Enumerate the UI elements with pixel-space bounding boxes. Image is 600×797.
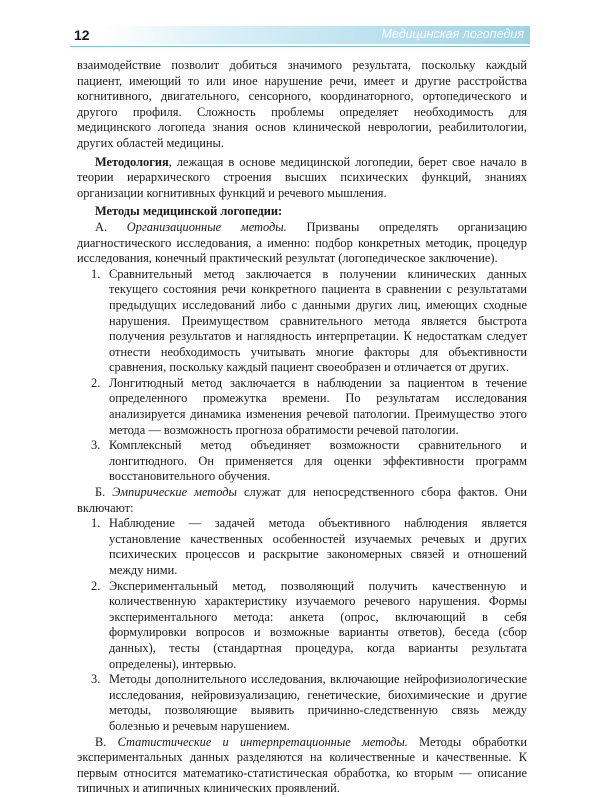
list-item	[77, 267, 527, 376]
section-a-list	[77, 267, 527, 485]
running-title: Медицинская логопедия	[381, 27, 524, 41]
list-item-number: 3.	[91, 438, 101, 453]
methodology-text: , лежащая в основе медицинской логопедии, берет свое начало в теории иерархического строения высших психических функций, знаниях организации когнитивных функций и речевого мышления.	[77, 154, 527, 200]
page-body	[77, 58, 527, 797]
section-c-prefix: В.	[95, 734, 118, 749]
page-number: 12	[74, 27, 90, 43]
section-c-paragraph	[77, 735, 527, 797]
list-item-text: Экспериментальный метод, позволяющий получить качественную и количественную характеристику изучаемого речевого нарушения. Формы экспериментального метода: анкета (опрос, включающий в себя формулировки вопросов и возможные варианты ответов), беседа (сбор данных), тесты (стандартная процедура, когда варианты результата определены), интервью.	[109, 578, 527, 671]
list-item-text: Наблюдение — задачей метода объективного наблюдения является установление качественных особенностей изучаемых речевых и других психических процессов и раскрытие закономерных связей и отношений между ними.	[109, 516, 527, 577]
list-item-number: 2.	[91, 375, 101, 390]
section-b-list	[77, 516, 527, 734]
list-item-number: 1.	[91, 266, 101, 281]
list-item-text: Комплексный метод объединяет возможности сравнительного и лонгитюдного. Он применяется для оценки эффективности программ восстановительного обучения.	[109, 438, 527, 484]
paragraph-continuation: взаимодействие позволит добиться значимого результата, поскольку каждый пациент, имеющий то или иное нарушение речи, имеет и другие расстройства когнитивного, двигательного, сенсорного, координаторного, ортопедического и другого профиля. Сложность проблемы определяет необходимость для медицинского логопеда знания основ клинической неврологии, реабилитологии, других областей медицины.	[77, 58, 527, 150]
section-b-prefix: Б.	[95, 485, 113, 500]
paragraph-methodology	[77, 155, 527, 202]
list-item-text: Методы дополнительного исследования, включающие нейрофизиологические исследования, нейровизуализацию, генетические, биохимические и другие методы, позволяющие выявить причинно-следственную связь между болезнью и речевым нарушением.	[109, 672, 527, 733]
section-c-text: Методы обработки экспериментальных данных разделяются на количественные и качественные. К первым относится математико-статистическая обработка, ко вторым — описание типичных и атипичных клинических проявлений.	[77, 734, 527, 796]
list-item	[77, 516, 527, 578]
section-b-term: Эмпирические методы	[112, 485, 237, 500]
list-item-number: 2.	[91, 578, 101, 593]
section-a-prefix: А.	[95, 219, 127, 234]
header-rule	[70, 46, 530, 47]
list-item-number: 1.	[91, 516, 101, 531]
list-item-number: 3.	[91, 672, 101, 687]
list-item	[77, 672, 527, 734]
methods-heading: Методы медицинской логопедии:	[95, 204, 283, 219]
section-a-text: Призваны определять организацию диагностического исследования, а именно: подбор конкретных методик, процедур исследования, конечный практический результат (логопедическое заключение).	[77, 219, 527, 266]
term-methodology: Методология	[95, 154, 169, 169]
list-item	[77, 438, 527, 485]
section-b-text: служат для непосредственного сбора фактов. Они включают:	[77, 485, 527, 515]
section-a-intro	[77, 220, 527, 267]
list-item	[77, 376, 527, 438]
list-item-text: Лонгитюдный метод заключается в наблюдении за пациентом в течение определенного промежутка времени. По результатам исследования анализируется динамика изменения речевой патологии. Преимущество этого метода — возможность прогноза обратимости речевой патологии.	[109, 375, 527, 437]
section-a-term: Организационные методы.	[126, 219, 287, 234]
list-item-text: Сравнительный метод заключается в получении клинических данных текущего состояния речи конкретного пациента в сравнении с результатами предыдущих исследований либо с данными других лиц, имеющих сходные нарушения. Преимуществом сравнительного метода является быстрота получения результатов и наглядность интерпретации. К недостаткам следует отнести необходимость учитывать многие факторы для объективности сравнения, поскольку каждый пациент своеобразен и отличается от других.	[109, 266, 527, 375]
header-gradient-bar	[100, 26, 530, 44]
list-item	[77, 579, 527, 673]
section-c-term: Статистические и интерпретационные методы.	[117, 734, 408, 749]
section-b-intro	[77, 485, 527, 516]
page-header	[70, 26, 530, 46]
